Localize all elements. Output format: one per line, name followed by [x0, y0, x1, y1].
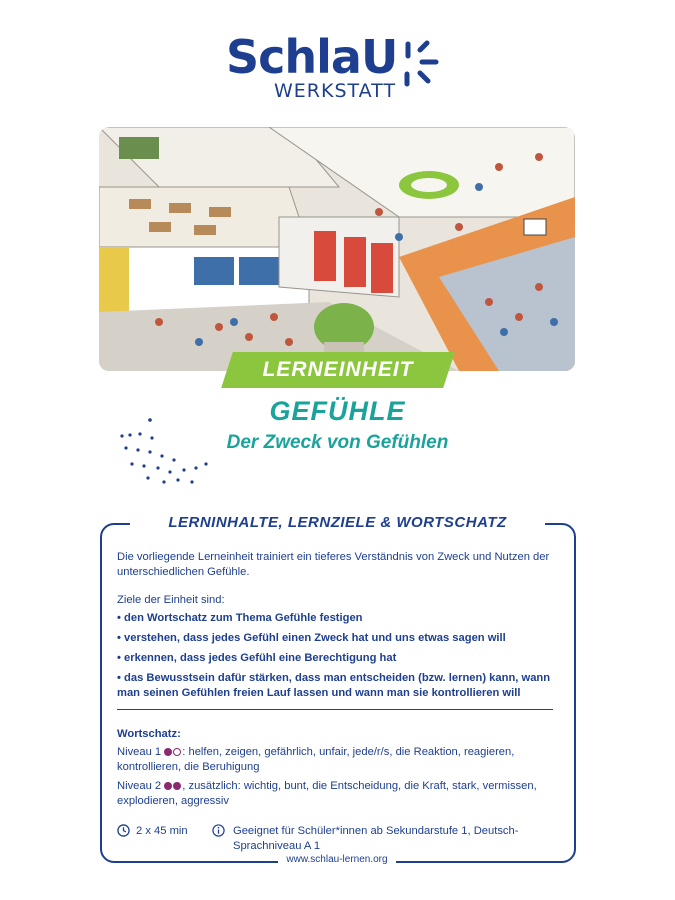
level-dot-filled-icon — [164, 782, 172, 790]
goal-item: • verstehen, dass jedes Gefühl einen Zweck hat und uns etwas sagen will — [117, 632, 506, 644]
level-dot-open-icon — [173, 748, 181, 756]
banner-label: LERNEINHEIT — [262, 358, 414, 381]
logo-word: SchlaU — [226, 30, 398, 84]
niveau-2-label: Niveau 2 — [117, 780, 162, 792]
wortschatz-label: Wortschatz: — [117, 728, 181, 740]
website-link[interactable]: www.schlau-lernen.org — [286, 854, 388, 865]
niveau-1-text — [117, 745, 562, 775]
clock-icon — [117, 824, 130, 837]
goal-item: • erkennen, dass jedes Gefühl eine Berechtigung hat — [117, 652, 397, 664]
logo-rays-icon — [394, 40, 442, 88]
page-title: GEFÜHLE — [269, 396, 406, 426]
intro-text: Die vorliegende Lerneinheit trainiert ein tieferes Verständnis von Zweck und Nutzen der unterschiedlichen Gefühle. — [117, 551, 550, 578]
divider — [117, 709, 553, 710]
niveau-1-label: Niveau 1 — [117, 746, 162, 758]
level-dot-filled-icon — [164, 748, 172, 756]
goal-item: • den Wortschatz zum Thema Gefühle festigen — [117, 612, 363, 624]
duration-text: 2 x 45 min — [136, 824, 188, 837]
info-icon — [212, 824, 225, 837]
ziele-label: Ziele der Einheit sind: — [117, 594, 225, 606]
logo-subtitle: WERKSTATT — [274, 80, 397, 102]
duration — [117, 824, 188, 837]
level-dot-filled-icon — [173, 782, 181, 790]
suitability-text: Geeignet für Schüler*innen ab Sekundarstufe 1, Deutsch-Sprachniveau A 1 — [233, 825, 519, 852]
niveau-1-words: : helfen, zeigen, gefährlich, unfair, jede/r/s, die Reaktion, reagieren, kontrollieren, die Beruhigung — [117, 746, 515, 773]
niveau-2-words: , zusätzlich: wichtig, bunt, die Entscheidung, die Kraft, stark, vermissen, explodieren, aggressiv — [117, 780, 537, 807]
decorative-dots-icon — [112, 416, 222, 496]
info-box-heading: LERNINHALTE, LERNZIELE & WORTSCHATZ — [130, 512, 545, 533]
suitability-info — [212, 824, 532, 854]
schlau-werkstatt-logo — [226, 30, 446, 110]
niveau-2-text — [117, 779, 562, 809]
school-illustration — [99, 127, 575, 371]
goal-item: • das Bewusstsein dafür stärken, dass man entscheiden (bzw. lernen) kann, wann man seinen Gefühlen freien Lauf lassen und wann man sie kontrollieren will — [117, 672, 551, 699]
page-subtitle: Der Zweck von Gefühlen — [226, 432, 449, 453]
lerneinheit-banner — [227, 352, 449, 388]
